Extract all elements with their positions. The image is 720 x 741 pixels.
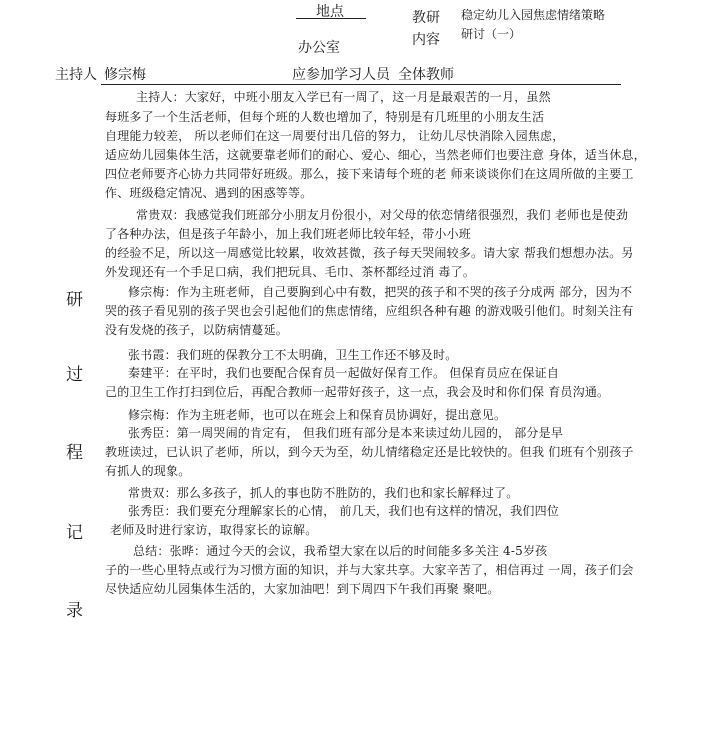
text-line: 自理能力较差， 所以老师们在这一周要付出几倍的努力， 让幼儿尽快消除入园焦虑， [105,129,565,143]
text-line: 适应幼儿园集体生活，这就要靠老师们的耐心、爱心、细心，当然老师们也要注意 身体，适当休息， [105,148,646,162]
text-line: 外发现还有一个手足口病，我们把玩具、毛巾、茶杯都经过消 毒了。 [105,265,476,279]
text-line: 张秀臣：第一周哭闹的肯定有， 但我们班有部分是本来读过幼儿园的， 部分是早 [128,426,564,440]
text-line: 尽快适应幼儿园集体生活的，大家加油吧！到下周四下午我们再聚 聚吧。 [105,582,500,596]
topic-label-1: 教研 [412,10,440,26]
text-line: 有抓人的现象。 [105,464,191,478]
text-line: 总结：张晔：通过今天的会议，我希望大家在以后的时间能多多关注 4-5岁孩 [133,544,548,558]
side-label-char: 程 [66,443,83,463]
text-line: 主持人：大家好，中班小朋友入学已有一周了，这一月是最艰苦的一月，虽然 [136,90,551,104]
text-line: 没有发烧的孩子，以防病情蔓延。 [105,323,289,337]
topic-value-2: 研讨（一） [461,27,522,41]
location-label: 地点 [316,4,344,20]
attendees-label: 应参加学习人员 [292,67,390,83]
side-label-char: 录 [66,601,83,621]
text-line: 的经验不足，所以这一周感觉比较累，收效甚微，孩子每天哭闹较多。请大家 帮我们想想办法。另 [105,246,634,260]
text-line: 子的一些心里特点或行为习惯方面的知识，并与大家共享。大家辛苦了，相信再过 一周，孩子们会 [105,563,634,577]
topic-value-1: 稳定幼儿入园焦虑情绪策略 [461,8,606,22]
text-line: 老师及时进行家访，取得家长的谅解。 [110,523,318,537]
text-line: 常贵双：那么多孩子，抓人的事也防不胜防的，我们也和家长解释过了。 [128,486,519,500]
text-line: 修宗梅：作为主班老师，自己要胸到心中有数，把哭的孩子和不哭的孩子分成两 部分，因为不 [128,285,633,299]
side-label-char: 过 [66,365,83,385]
side-label-char: 研 [66,290,83,310]
location-value: 办公室 [298,40,340,56]
topic-label-2: 内容 [412,32,440,48]
text-line: 修宗梅：作为主班老师，也可以在班会上和保育员协调好，提出意见。 [128,408,507,422]
host-underline [101,84,621,85]
text-line: 了各种办法，但是孩子年龄小，加上我们班老师比较年轻，带小小班 [105,227,472,241]
text-line: 哭的孩子看见别的孩子哭也会引起他们的焦虑情绪，应组织各种有趣 的游戏吸引他们。时刻关注有 [105,304,634,318]
text-line: 张书霞：我们班的保教分工不太明确，卫生工作还不够及时。 [128,348,458,362]
text-line: 四位老师要齐心协力共同带好班级。那么，接下来请每个班的老 师来谈谈你们在这周所做的主要工 [105,167,634,181]
host-value: 修宗梅 [104,67,146,83]
text-line: 作、班级稳定情况、遇到的困惑等等。 [105,186,313,200]
text-line: 教班读过，已认识了老师，所以，到今天为至，幼儿情绪稳定还是比较快的。但我 们班有个别孩子 [105,445,634,459]
host-label: 主持人 [55,67,97,83]
text-line: 己的卫生工作打扫到位后，再配合教师一起带好孩子，这一点，我会及时和你们保 育员沟通。 [105,385,610,399]
text-line: 张秀臣：我们要充分理解家长的心情， 前几天，我们也有这样的情况，我们四位 [128,504,560,518]
text-line: 秦建平：在平时，我们也要配合保育员一起做好保育工作。 但保育员应在保证自 [128,366,560,380]
text-line: 每班多了一个生活老师，但每个班的人数也增加了，特别是有几班里的小朋友生活 [105,110,545,124]
attendees-value: 全体教师 [398,67,454,83]
text-line: 常贵双：我感觉我们班部分小朋友月份很小，对父母的依恋情绪很强烈，我们 老师也是使劲 [136,208,629,222]
side-label-char: 记 [66,523,83,543]
